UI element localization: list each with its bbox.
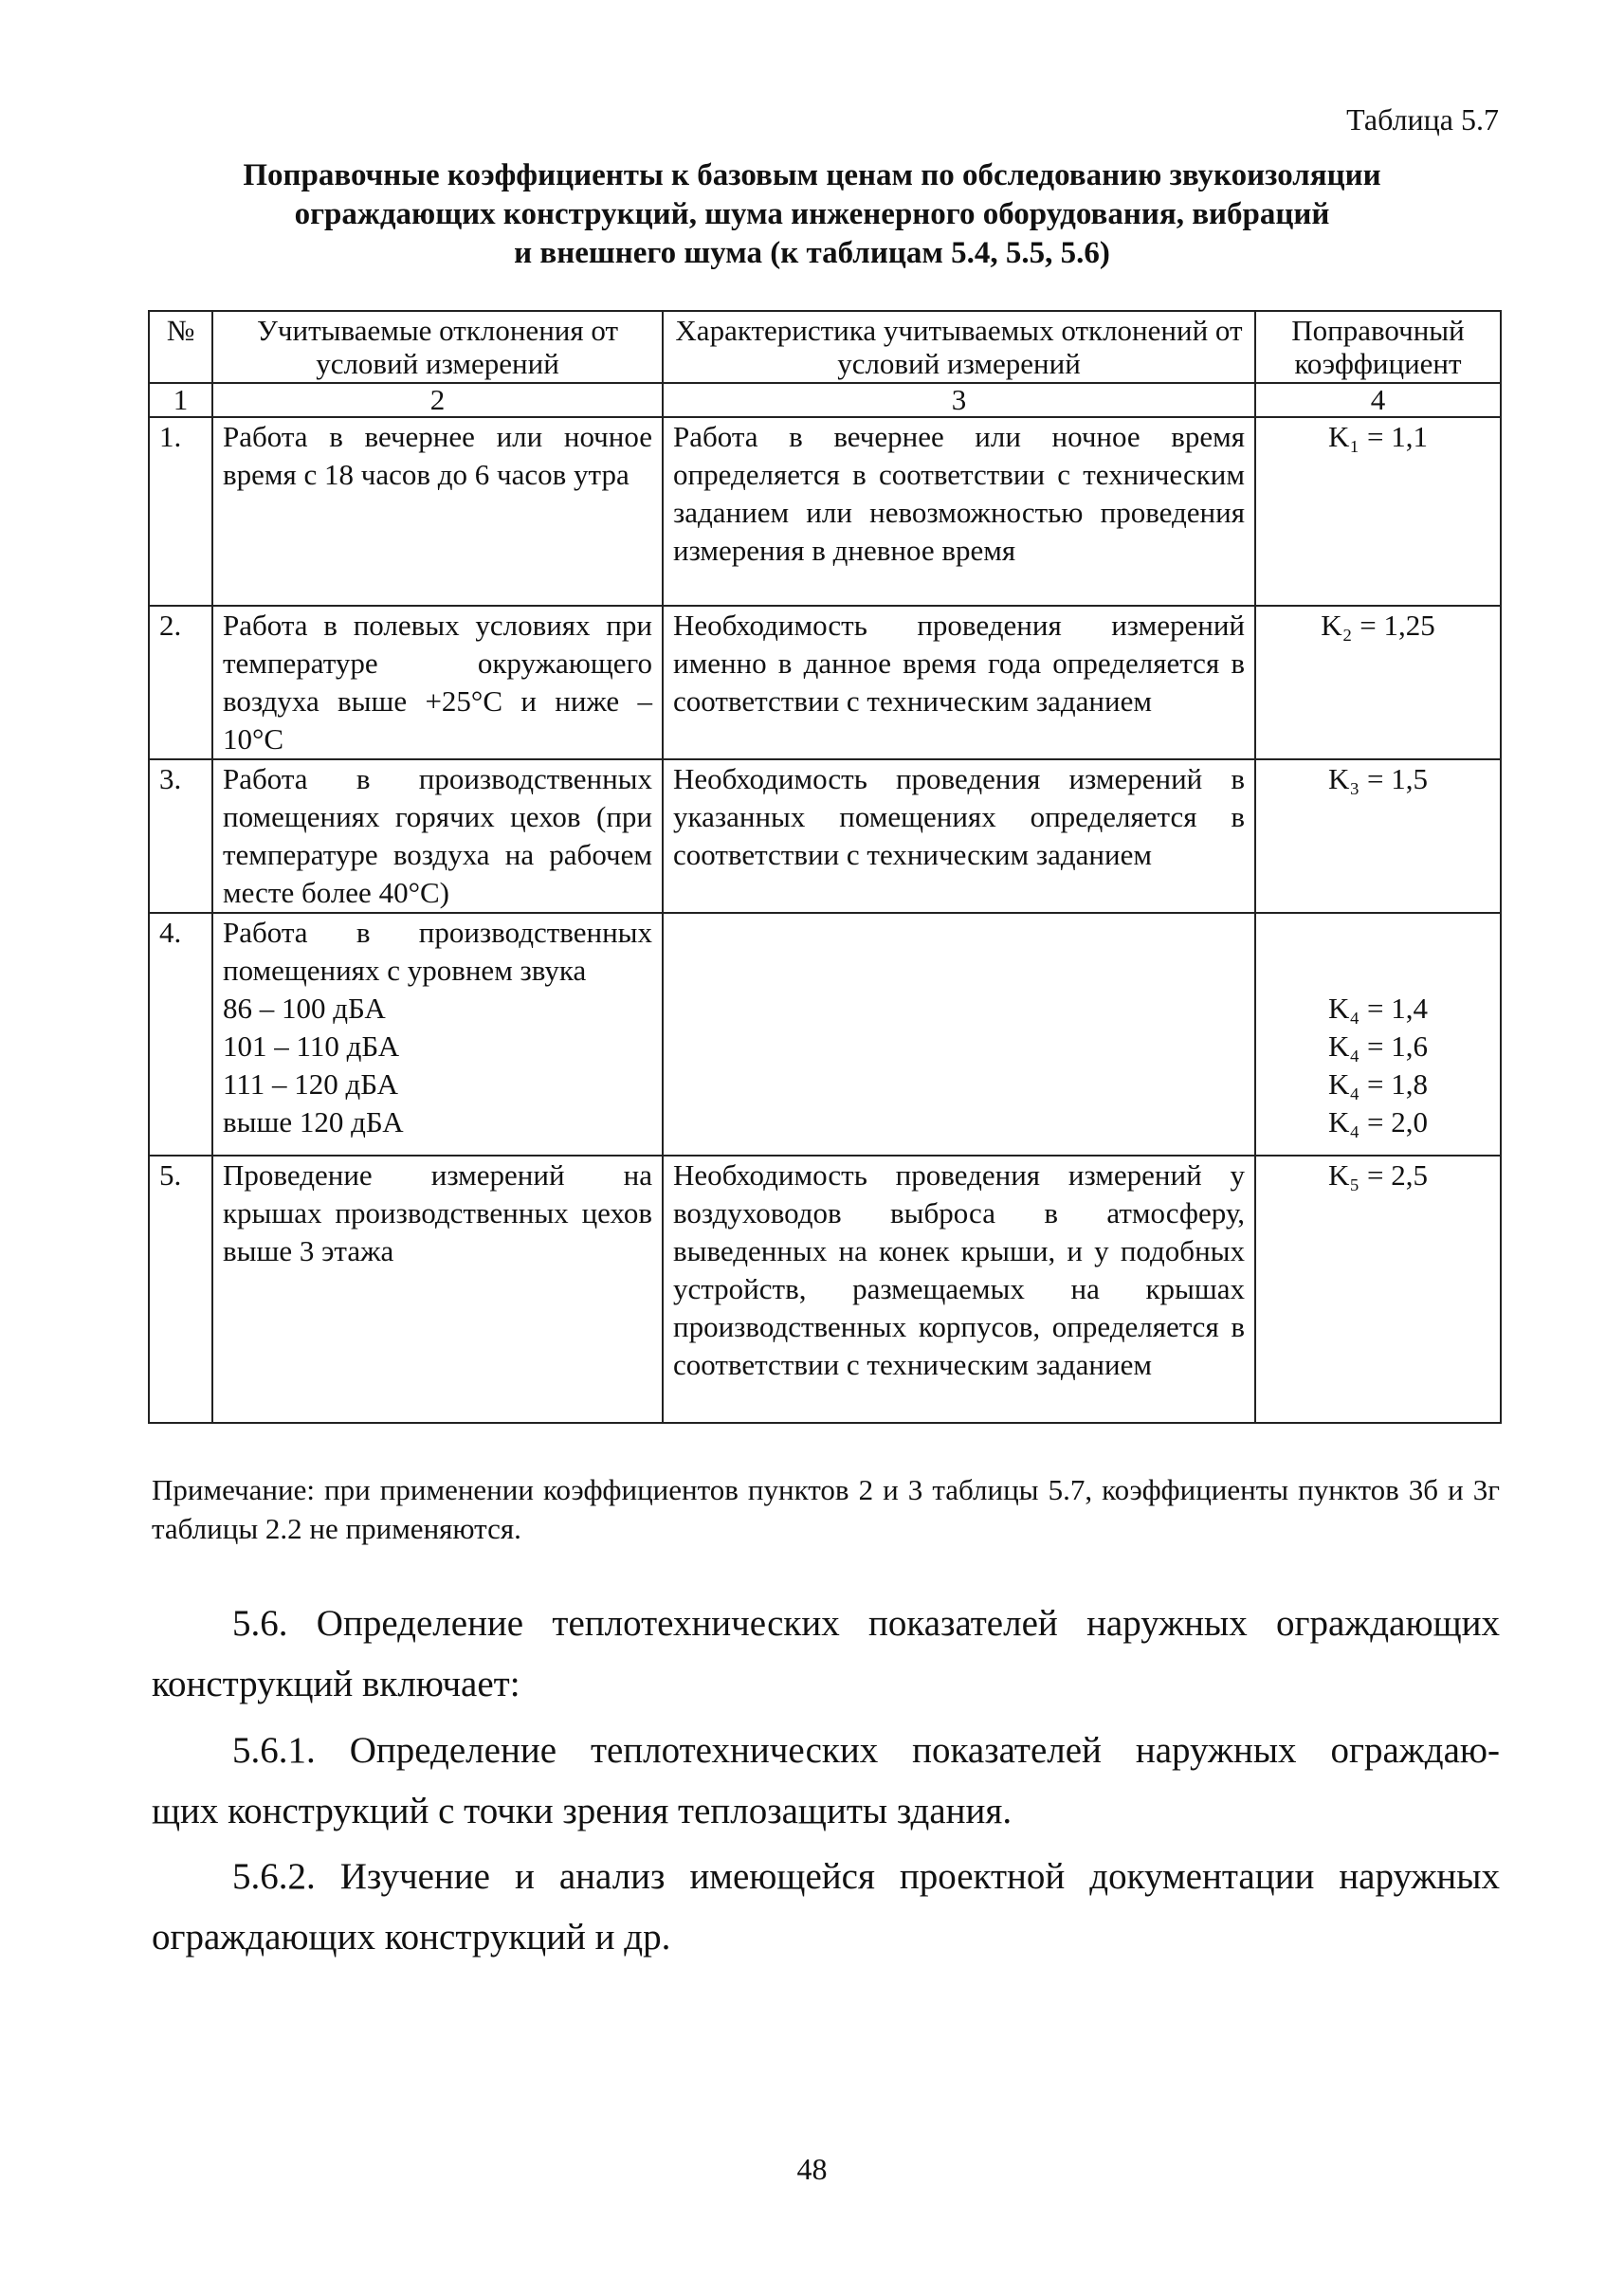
sound-level: 86 – 100 дБА — [223, 992, 386, 1025]
paragraph-continuation: ограждающих конструкций и др. — [152, 1917, 671, 1958]
row-coefficient — [1255, 913, 1501, 1156]
column-number: 4 — [1255, 383, 1501, 417]
table-row — [149, 1156, 1501, 1423]
row-coefficient: K₅ = 2,5 — [1255, 1156, 1501, 1423]
paragraph — [152, 1594, 1500, 1715]
header-coefficient: Поправочный коэффициент — [1255, 311, 1501, 383]
row-number: 5. — [149, 1156, 212, 1423]
row-deviation: Работа в вечернее или ночное время с 18 часов до 6 часов утра — [212, 417, 663, 606]
coefficient-value: K₄ = 2,0 — [1328, 1105, 1428, 1138]
row-coefficient: K₃ = 1,5 — [1255, 759, 1501, 913]
header-deviation: Учитываемые отклонения от условий измерений — [212, 311, 663, 383]
table-label: Таблица 5.7 — [1346, 102, 1499, 137]
row-deviation-text: Работа в производственных помещениях с уровнем звука — [223, 916, 652, 987]
table-row — [149, 913, 1501, 1156]
sound-level: выше 120 дБА — [223, 1105, 404, 1138]
table-note: Примечание: при применении коэффициентов пунктов 2 и 3 таблицы 5.7, коэффициенты пунктов 3б и 3г таблицы 2.2 не применяются. — [152, 1473, 1500, 1545]
row-number: 2. — [149, 606, 212, 759]
table-row — [149, 417, 1501, 606]
caption-line: ограждающих конструкций, шума инженерного оборудования, вибраций — [294, 197, 1330, 231]
paragraph-continuation: щих конструкций с точки зрения теплозащиты здания. — [152, 1791, 1013, 1831]
coefficient-value: K₄ = 1,4 — [1328, 992, 1428, 1025]
coefficients-table — [148, 310, 1502, 1424]
row-number: 3. — [149, 759, 212, 913]
table-caption — [152, 156, 1472, 273]
caption-line: Поправочные коэффициенты к базовым ценам по обследованию звукоизоляции — [243, 158, 1381, 192]
row-deviation: Проведение измерений на крышах производственных цехов выше 3 этажа — [212, 1156, 663, 1423]
sound-level: 111 – 120 дБА — [223, 1067, 399, 1101]
column-number: 2 — [212, 383, 663, 417]
page-number: 48 — [796, 2152, 828, 2186]
column-number-row — [149, 383, 1501, 417]
paragraph-first-line: 5.6.2. Изучение и анализ имеющейся проектной документации наружных — [232, 1856, 1500, 1897]
row-characteristic: Необходимость проведения измерений именно в данное время года определяется в соответствии с техническим заданием — [663, 606, 1255, 759]
row-deviation — [212, 913, 663, 1156]
row-number: 1. — [149, 417, 212, 606]
coefficient-value: K₄ = 1,8 — [1328, 1067, 1428, 1101]
row-characteristic — [663, 913, 1255, 1156]
paragraph-first-line: 5.6. Определение теплотехнических показателей наружных ограждающих — [232, 1603, 1500, 1644]
coefficient-value: K₄ = 1,6 — [1328, 1029, 1428, 1063]
row-characteristic: Работа в вечернее или ночное время определяется в соответствии с техническим заданием или невозможностью проведения измерения в дневное время — [663, 417, 1255, 606]
row-deviation: Работа в производственных помещениях горячих цехов (при температуре воздуха на рабочем месте более 40°С) — [212, 759, 663, 913]
sound-level: 101 – 110 дБА — [223, 1029, 400, 1063]
paragraph-first-line: 5.6.1. Определение теплотехнических показателей наружных ограждаю- — [232, 1730, 1500, 1771]
row-coefficient: K₁ = 1,1 — [1255, 417, 1501, 606]
column-number: 1 — [149, 383, 212, 417]
row-coefficient: K₂ = 1,25 — [1255, 606, 1501, 759]
row-number: 4. — [149, 913, 212, 1156]
table-header-row — [149, 311, 1501, 383]
row-deviation: Работа в полевых условиях при температуре окружающего воздуха выше +25°С и ниже –10°С — [212, 606, 663, 759]
table-row — [149, 606, 1501, 759]
column-number: 3 — [663, 383, 1255, 417]
row-characteristic: Необходимость проведения измерений у воздуховодов выброса в атмосферу, выведенных на конек крыши, и у подобных устройств, размещаемых на крышах производственных корпусов, определяется в соответствии с техническим заданием — [663, 1156, 1255, 1423]
header-characteristic: Характеристика учитываемых отклонений от условий измерений — [663, 311, 1255, 383]
paragraph — [152, 1721, 1500, 1842]
table-row — [149, 759, 1501, 913]
header-number: № — [149, 311, 212, 383]
row-characteristic: Необходимость проведения измерений в указанных помещениях определяется в соответствии с техническим заданием — [663, 759, 1255, 913]
caption-line: и внешнего шума (к таблицам 5.4, 5.5, 5.6) — [514, 236, 1110, 270]
paragraph — [152, 1847, 1500, 1968]
paragraph-continuation: конструкций включает: — [152, 1664, 520, 1704]
